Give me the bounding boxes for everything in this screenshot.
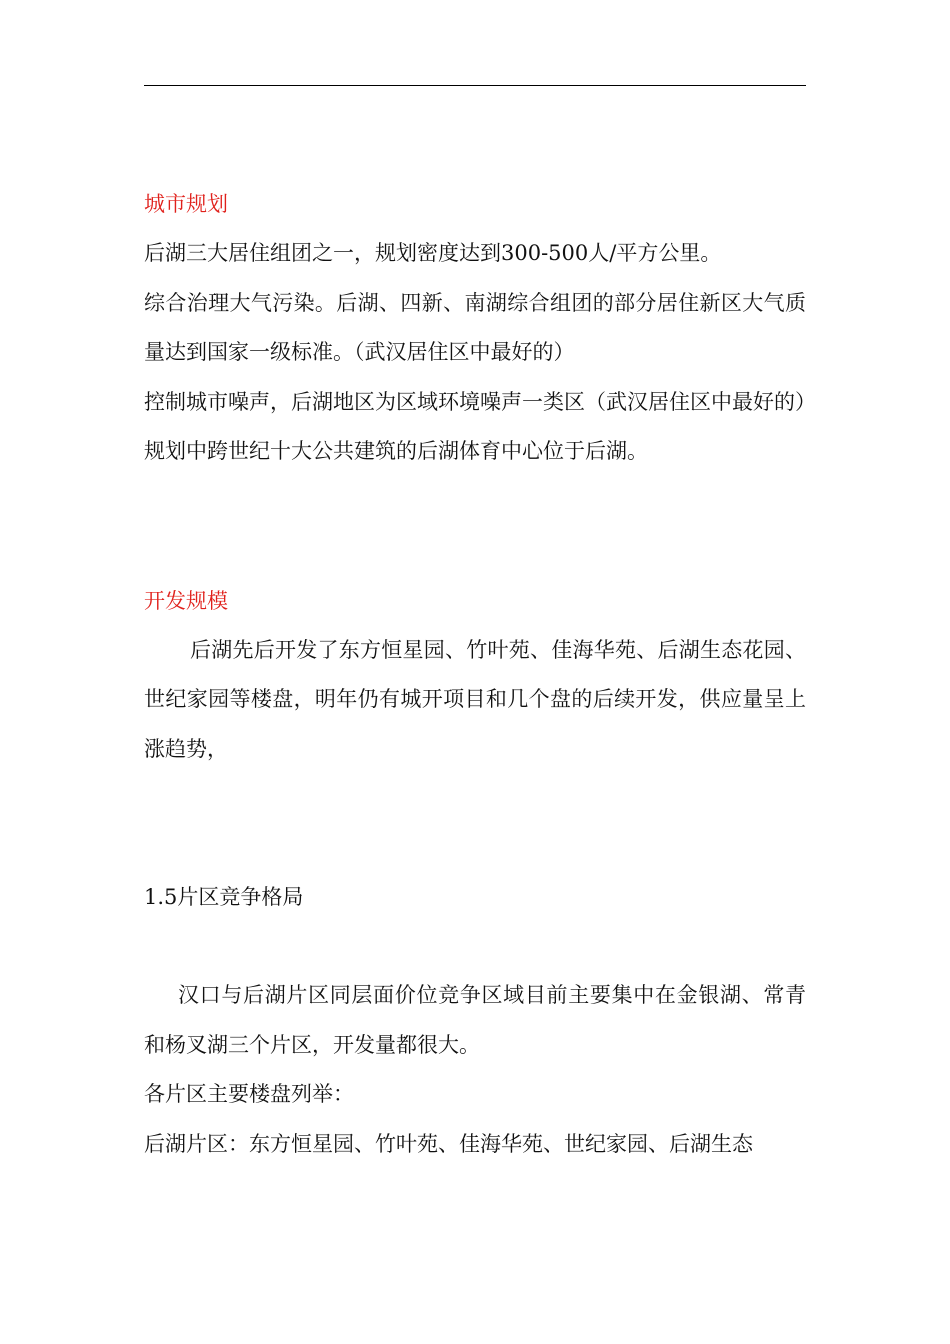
paragraph-planning-density: 后湖三大居住组团之一，规划密度达到300-500人/平方公里。 [144, 241, 722, 265]
section-heading-city-planning: 城市规划 [144, 192, 228, 216]
section-heading-development-scale: 开发规模 [144, 588, 228, 613]
paragraph-air-quality: 综合治理大气污染。后湖、四新、南湖综合组团的部分居住新区大气质量达到国家一级标准。（武汉居住区中最好的） [144, 290, 806, 364]
spacer [144, 922, 806, 971]
header-rule [144, 85, 806, 86]
paragraph-listing-intro: 各片区主要楼盘列举： [144, 1082, 354, 1106]
paragraph-development-projects: 后湖先后开发了东方恒星园、竹叶苑、佳海华苑、后湖生态花园、世纪家园等楼盘，明年仍有城开项目和几个盘的后续开发，供应量呈上涨趋势， [144, 637, 806, 761]
paragraph-noise-control: 控制城市噪声，后湖地区为区域环境噪声一类区（武汉居住区中最好的） [144, 389, 816, 414]
page-content [144, 180, 816, 1169]
spacer [144, 774, 806, 873]
paragraph-houhu-listing: 后湖片区：东方恒星园、竹叶苑、佳海华苑、世纪家园、后湖生态 [144, 1131, 753, 1156]
section-heading-competition: 1.5片区竞争格局 [144, 885, 304, 909]
spacer [144, 477, 806, 577]
paragraph-competition-areas: 汉口与后湖片区同层面价位竞争区域目前主要集中在金银湖、常青和杨叉湖三个片区，开发量都很大。 [144, 983, 806, 1057]
paragraph-sports-center: 规划中跨世纪十大公共建筑的后湖体育中心位于后湖。 [144, 439, 648, 463]
